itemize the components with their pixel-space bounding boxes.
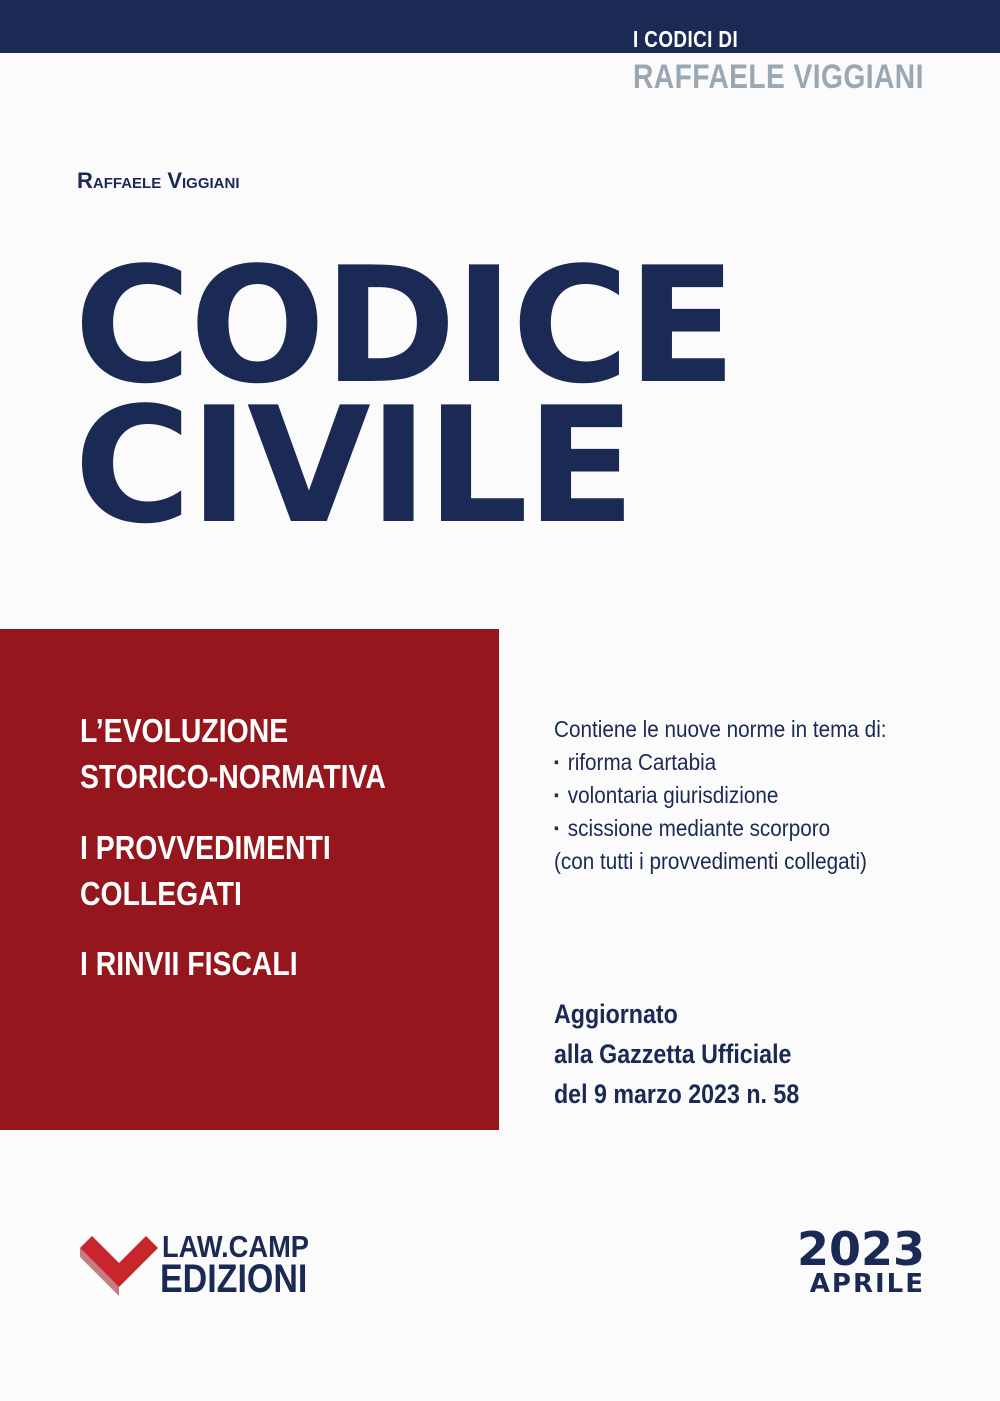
publisher-name-line-1: LAW.CAMP bbox=[162, 1229, 310, 1264]
title-line-2: CIVILE bbox=[74, 372, 634, 559]
publisher-name-line-2: EDIZIONI bbox=[160, 1257, 308, 1301]
edition-month: APRILE bbox=[809, 1269, 925, 1299]
feature-line: L’EVOLUZIONE bbox=[80, 712, 289, 749]
series-label: I CODICI DI bbox=[633, 26, 739, 52]
update-line: del 9 marzo 2023 n. 58 bbox=[554, 1079, 800, 1109]
list-item: ▪ volontaria giurisdizione bbox=[554, 779, 887, 812]
list-item: ▪ riforma Cartabia bbox=[554, 746, 887, 779]
feature-line: STORICO-NORMATIVA bbox=[80, 758, 386, 795]
update-notice bbox=[554, 994, 799, 1114]
contents-list bbox=[554, 746, 887, 845]
title-line-1: CODICE bbox=[74, 232, 735, 419]
contents-block bbox=[554, 713, 887, 878]
top-bar bbox=[0, 0, 1000, 53]
publisher-logo-icon bbox=[80, 1236, 158, 1296]
contents-note: (con tutti i provvedimenti collegati) bbox=[554, 848, 867, 874]
contents-intro: Contiene le nuove norme in tema di: bbox=[554, 716, 887, 742]
feature-line: I PROVVEDIMENTI bbox=[80, 829, 331, 866]
feature-line: COLLEGATI bbox=[80, 875, 242, 912]
feature-tax-references bbox=[80, 941, 298, 987]
author-name: Raffaele Viggiani bbox=[77, 168, 240, 193]
series-author: RAFFAELE VIGGIANI bbox=[633, 58, 924, 96]
list-item: ▪ scissione mediante scorporo bbox=[554, 812, 887, 845]
feature-line: I RINVII FISCALI bbox=[80, 945, 298, 982]
feature-provisions bbox=[80, 825, 331, 917]
edition-year: 2023 bbox=[796, 1222, 925, 1276]
update-line: Aggiornato bbox=[554, 999, 678, 1029]
feature-evolution bbox=[80, 708, 386, 800]
update-line: alla Gazzetta Ufficiale bbox=[554, 1039, 792, 1069]
